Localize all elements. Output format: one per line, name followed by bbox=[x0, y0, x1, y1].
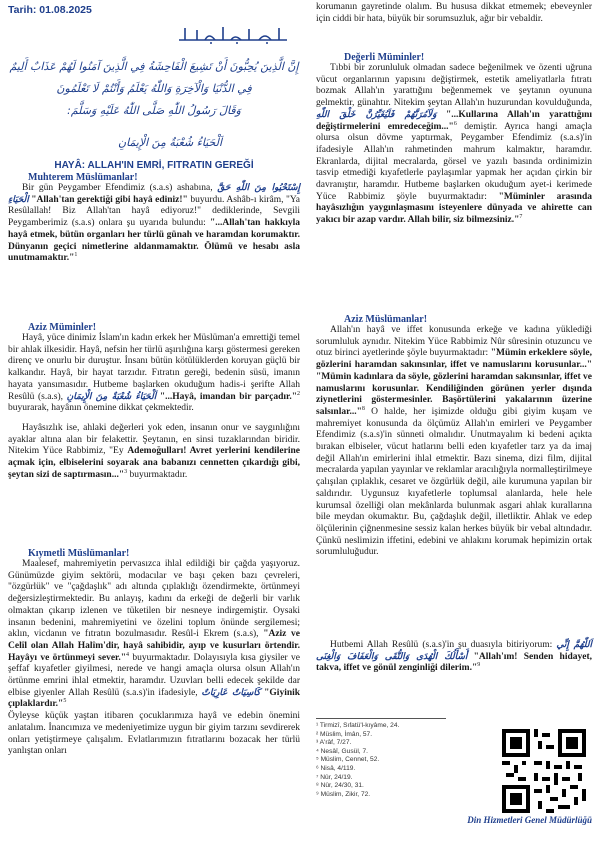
ayah-line-1: إِنَّ الَّذِينَ يُحِبُّونَ أَنْ تَشِيعَ الْفَاحِشَةُ فِي الَّذِينَ آمَنُوا لَهُمْ عَذَابٌ أَلِيمٌ bbox=[9, 60, 299, 73]
footnote-7: ⁷ Nûr, 24/19. bbox=[316, 773, 353, 781]
p4-arabic: كَاسِيَاتٌ عَارِيَاتٌ bbox=[201, 687, 261, 698]
p4e: "Giyinik çıplaklardır." bbox=[8, 687, 301, 710]
paragraph-6 bbox=[316, 2, 592, 25]
p3c: buyurmaktadır. bbox=[129, 469, 188, 480]
hadith-ornament: اَلْحَيَاءُ شُعْبَةٌ مِنَ الْإِيمَانِ bbox=[117, 136, 223, 149]
footnote-4: ⁴ Nesâî, Gusül, 7. bbox=[316, 747, 368, 755]
p4b: "Aziz ve Celîl olan Allah Halîm'dir, hayâ sahibidir, ayıp ve kusurları örtendir. Hayâyı ve örtünmeyi sever." bbox=[8, 629, 300, 663]
paragraph-4 bbox=[8, 559, 300, 711]
left-section-1 bbox=[8, 172, 300, 265]
footnote-1: ¹ Tirmizî, Sıfatü'l-kıyâme, 24. bbox=[316, 722, 400, 729]
footnote-ref: 1 bbox=[74, 252, 78, 259]
paragraph-5 bbox=[8, 711, 300, 758]
right-section-3 bbox=[316, 314, 592, 559]
p1b: "Allah'tan gerektiği gibi hayâ ediniz!" bbox=[31, 194, 188, 205]
footnote-ref: 8 bbox=[361, 405, 365, 412]
p3b: Ademoğulları! Avret yerlerini kendilerine açmak için, elbiselerini soyarak ana babanızı cennetten çıkardığı gibi, şeytan sizi de saptırmasın..." bbox=[8, 446, 301, 480]
footnote-2: ² Müslim, İmân, 57. bbox=[316, 730, 373, 738]
footnotes bbox=[316, 722, 496, 799]
p1-arabic: إِسْتَحْيُوا مِنَ اللّٰهِ حَقَّ الْحَيَاءِ bbox=[8, 183, 301, 205]
p9-arabic: اَللّٰهُمَّ إِنِّي أَسْأَلُكَ الْهُدَى وَالتُّقَى وَالْعَفَافَ وَالْغِنَى bbox=[316, 640, 592, 662]
footnote-divider bbox=[316, 718, 446, 719]
p7-arabic: وَلَآمُرَنَّهُمْ فَلَيُغَيِّرُنَّ خَلْقَ اللّٰهِ bbox=[316, 109, 437, 120]
p1d: "...Allah'tan hakkıyla hayâ etmek, bütün organları her türlü günah ve haramdan korumaktır. Dünyanın geçici nimetlerine aldanmamaktır. Ölümü ve hesabı asla unutmamaktır." bbox=[8, 218, 301, 264]
footnote-3: ³ A'râf, 7/27. bbox=[316, 739, 352, 747]
basmala-icon bbox=[175, 22, 295, 46]
paragraph-9 bbox=[316, 640, 592, 675]
paragraph-7 bbox=[316, 63, 592, 227]
p4d: (s.a.s)'in ifadesiyle, bbox=[122, 687, 198, 698]
left-section-2 bbox=[8, 322, 300, 481]
footnote-ref: 6 bbox=[453, 120, 457, 127]
p7d: "Müminler arasında hayâsızlığın yaygınlaşmasını isteyenlere dünyada ve ahirette can yakıcı bir azap vardır. Allah bilir, siz bilmezsiniz." bbox=[316, 191, 592, 226]
footnote-ref: 3 bbox=[124, 468, 128, 475]
p3a: Hayâsızlık ise, ahlaki değerleri yok eden, insanın onur ve saygınlığını ayaklar altına alan bir felakettir. Şeytanın, en sinsi tuzaklarından biridir. Nitekim Yüce Rabbimiz, "Ey bbox=[8, 422, 300, 457]
p4c: buyurmaktadır. Dolayısıyla kısa giysiler ve şeffaf kıyafetler giyilmesi, nerede ve hangi amaçla olursa olsun Allah'ın örtünme emrini ihlal etmektir, haramdır. Uzuvları belli edecek şekilde dar elbise giyenler Allah Resûlü bbox=[8, 652, 300, 698]
footnote-ref: 2 bbox=[297, 390, 301, 397]
p1a: Bir gün Peygamber Efendimiz (s.a.s) ashabına, bbox=[22, 183, 213, 193]
p8b: "Mümin erkeklere söyle, gözlerini haramdan sakınsınlar, iffet ve namuslarını korusunlar..." "Mümin kadınlara da söyle, gözlerini haramdan sakınsınlar, iffet ve namuslarını korusunlar. Kendiliğinden görünen yerler dışında ziynetlerini göstermesinler. Başörtülerini yakalarının üzerine salsınlar..." bbox=[316, 348, 592, 417]
heading-aziz-muslim: Aziz Müslümanlar! bbox=[344, 314, 428, 325]
basmala-calligraphy bbox=[175, 22, 295, 46]
footnote-ref: 7 bbox=[519, 213, 523, 220]
paragraph-1 bbox=[8, 183, 300, 265]
footnote-ref: 9 bbox=[477, 662, 481, 669]
footnote-ref: 4 bbox=[126, 651, 130, 658]
qr-code-icon[interactable] bbox=[502, 729, 586, 813]
p4a: Maalesef, mahremiyetin pervasızca ihlal edildiği bir çağda yaşıyoruz. Günümüzde giyim sektörü, modacılar ve başı çeken bazı çevreleri, "özgürlük" ve "çağdaşlık" adı altında çıplaklığı özendirmekte, örtünmeyi değersizleştirmektedir. Bu anlayış, kadını da erkeği de değerli bir varlık olmaktan çıkarıp izlenen ve tüketilen bir nesneye indirgemiştir. Oysaki insanın bedenini, mahremiyetini ve özelini toplum önünde sergilemesi; aklın, vicdanın ve fıtratın bozulmasıdır. Resûl-i Ekrem (s.a.s), bbox=[8, 559, 300, 640]
p9b: "Allah'ım! Senden hidayet, takva, iffet ve gönül zenginliği dilerim." bbox=[316, 651, 592, 674]
p8c: O halde, her işimizde olduğu gibi giyim kuşam ve mahremiyet konusunda da ölçümüz Allah'ın emirleri ve Peygamber Efendimiz (s.a.s)'in sünneti olmalıdır. Unutmayalım ki bedeni açıkta bırakan elbiseler, vücut hatlarını belli eden kıyafetler tarz ya da imaj değil Allah'ın emirlerini ihlal etmektir. Bazı sinema, dizi film, dijital mecralarda yapılan yayınlar ve reklamlar aracılığıyla normalleştirilmeye çalışılan çıplaklık, cesaret ve özgürlük değil, aile kurumuna yapılan bir saldırıdır. Uygunsuz kıyafetlerle toplumsal alanlarda, hele hele kurumsal özelliği olan mekânlarda bulunmak asgari ahlak kurallarına bile meydan okumaktır. Bu, çağdaşlık değil, illetliktir. Ahlak ve edep ölçülerinin çiğnenmesine sessiz kalan herkes büyük bir vebal altındadır. Çünkü neslimizin iffetini, edebini ve ahlakını korumak hepimizin ortak sorumluluğudur. bbox=[316, 406, 593, 558]
p9a: Hutbemi Allah Resûlü (s.a.s)'in şu duasıyla bitiriyorum: bbox=[330, 640, 553, 650]
left-section-3 bbox=[8, 548, 300, 758]
right-section-4 bbox=[316, 640, 592, 675]
ayah-line-3: وَقَالَ رَسُولُ اللّٰهِ صَلَّى اللّٰهُ عَلَيْهِ وَسَلَّمَ: bbox=[67, 104, 241, 117]
paragraph-8 bbox=[316, 325, 592, 559]
footnote-ref: 5 bbox=[63, 698, 67, 705]
heading-muhterem: Muhterem Müslümanlar! bbox=[28, 172, 138, 183]
p7a: Tıbbi bir zorunluluk olmadan sadece beğenilmek ve özenti uğruna vücut organlarının yapısını değiştirmek, estetik ameliyatlarla fıtratı bozmak Allah'ın yarattığını beğenmemek ve şeytanın oyununa gelmektir, günahtır. Nitekim şeytan Allah'ın huzurundan kovulduğunda, bbox=[316, 63, 592, 109]
right-section-1 bbox=[316, 2, 592, 25]
footnote-5: ⁵ Müslim, Cennet, 52. bbox=[316, 756, 380, 764]
heading-degerli: Değerli Müminler! bbox=[344, 52, 425, 63]
signature: Din Hizmetleri Genel Müdürlüğü bbox=[467, 815, 592, 825]
right-section-2 bbox=[316, 52, 592, 227]
heading-aziz-mumin: Aziz Müminler! bbox=[28, 322, 97, 333]
p2c: "...Hayâ, imandan bir parçadır." bbox=[159, 391, 298, 402]
p7b: "...Kullarına Allah'ın yarattığını değiştirmelerini emredeceğim..." bbox=[316, 109, 593, 132]
p2b: hadis-i şerifte Allah Resûlü (s.a.s), bbox=[8, 379, 300, 402]
paragraph-2 bbox=[8, 333, 300, 415]
p2-arabic: اَلْحَيَاءُ شُعْبَةٌ مِنَ الْإِيمَانِ bbox=[66, 391, 157, 402]
paragraph-3 bbox=[8, 423, 300, 482]
p6: korumanın gayretinde olalım. Bu hususa dikkat etmemek; ebeveynler için ciddi bir hata, büyük bir sorumsuzluk, ağır bir vebaldir. bbox=[316, 2, 592, 24]
page-title: HAYÂ: ALLAH'IN EMRİ, FITRATIN GEREĞİ bbox=[54, 160, 254, 171]
footnote-9: ⁹ Müslim, Zikir, 72. bbox=[316, 790, 371, 798]
heading-kiymetli: Kıymetli Müslümanlar! bbox=[28, 548, 130, 559]
footnote-8: ⁸ Nûr, 24/30, 31. bbox=[316, 782, 364, 790]
p2a: Hayâ, yüce dinimiz İslam'ın kadın erkek her Müslüman'a emrettiği temel bir ahlak ilkesidir. Hayâ, nefsin her türlü aşırılığına karşı göstermesi gereken direnç ve onurlu bir duruştur. İnsanı bütün kötülüklerden koruyan güçlü bir kalkandır. Hayâ, bir hayat tarzıdır. Fıtratın gereği, bedenin süsü, imanın hayata yansımasıdır. Hutbeme başlarken okuduğum bbox=[8, 333, 300, 390]
p2d: buyurarak, hayânın önemine dikkat çekmektedir. bbox=[8, 403, 194, 414]
date-label: Tarih: 01.08.2025 bbox=[8, 4, 92, 16]
p1c: buyurdu. Ashâb-ı kirâm, "Ya Resûlallah! Biz Allah'tan hayâ ediyoruz!" dediklerinde, Sevgili Peygamberimiz (s.a.s) onlara şu uyarıda bulundu: bbox=[8, 194, 301, 229]
ayah-line-2: فِي الدُّنْيَا وَالْآخِرَةِ وَاللّٰهُ يَعْلَمُ وَأَنْتُمْ لَا تَعْلَمُونَ bbox=[56, 82, 252, 95]
footnote-6: ⁶ Nisâ, 4/119. bbox=[316, 764, 356, 772]
p8a: Allah'ın hayâ ve iffet konusunda erkeğe ve kadına yüklediği sorumluluk aynıdır. Nitekim Yüce Rabbimiz Nûr sûresinin otuzuncu ve otuz birinci ayetlerinde şöyle buyurmaktadır: bbox=[316, 325, 592, 359]
p5: Öyleyse küçük yaştan itibaren çocuklarımıza hayâ ve edebin önemini anlatalım. İnancımıza ve medeniyetimize uygun bir giyim tarzını sevdirerek onları yetiştirmeye çalışalım. Evlatlarımızın fıtratlarını bozacak her türlü yanlıştan onları bbox=[8, 711, 300, 757]
p7c: demiştir. Ayrıca hangi amaçla olursa olsun dövme yaptırmak, Peygamber Efendimiz (s.a.s)'in ifadesiyle Allah'ın rahmetinden mahrum kalmaktır, haramdır. Ekranlarda, dijital mecralarda, görsel ve yazılı basında ordinimizin tasvip etmediği kıyafetlerle paylaşımlar yapmak her açıdan çirkin bir davranıştır, haramdır. Hutbeme başlarken okuduğum ayet-i kerimede Yüce Rabbimiz şöyle buyurmaktadır: bbox=[316, 121, 593, 202]
